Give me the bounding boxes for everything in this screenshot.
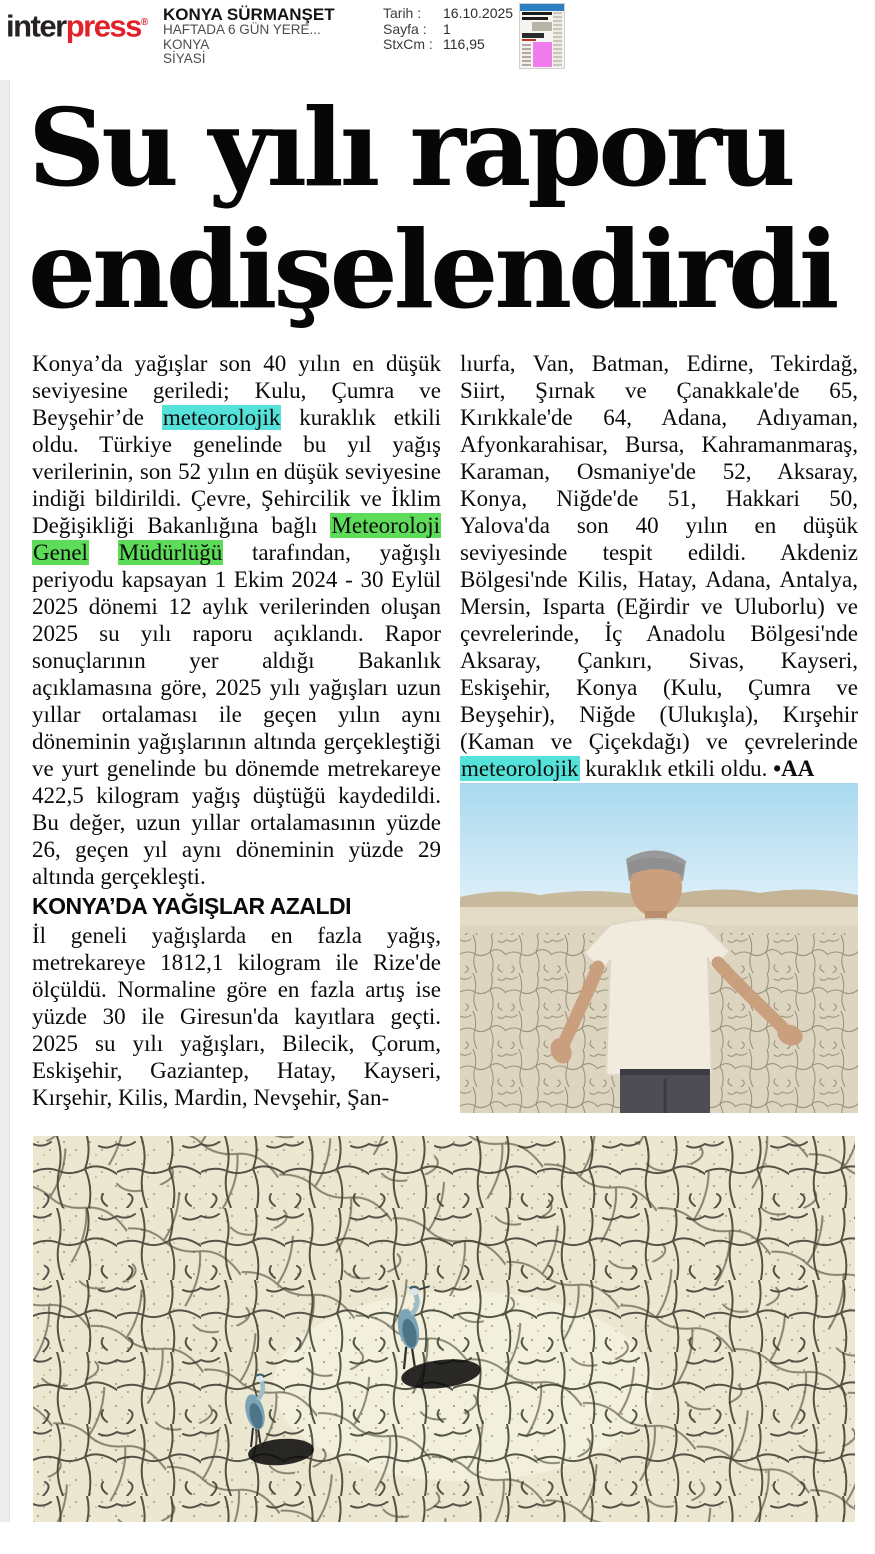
body-text: tarafından, yağışlı periyodu kapsayan 1 Ekim 2024 - 30 Eylül 2025 dönemi 12 aylık verilerinden oluşan 2025 su yılı raporu açıklandı. Rapor sonuçlarının yer aldığı Bakanlık açıklamasına göre, 2025 yılı yağışları uzun yıllar ortalaması ile geçen yılın aynı döneminin yağışlarının altında gerçekleştiği ve yurt genelinde bu dönemde metrekareye 422,5 kilogram yağış düştüğü kaydedildi. Bu değer, uzun yıllar ortalamasının yüzde 26, geçen yıl aynı döneminin yüzde 29 altında gerçekleşti. [32, 540, 442, 889]
body-text: kuraklık etkili oldu. [579, 756, 774, 781]
meta-date-row [383, 6, 513, 22]
article-paragraph [32, 350, 441, 890]
interpress-logo [6, 6, 148, 43]
stxcm-value: 116,95 [443, 36, 485, 52]
highlighted-term: Meteoroloji [331, 513, 440, 538]
scan-left-edge [0, 80, 10, 1522]
thumbnail-text-column [553, 12, 562, 67]
date-value: 16.10.2025 [443, 5, 514, 21]
article-column-right [460, 350, 858, 782]
page-label: Sayfa : [383, 20, 427, 37]
publication-name: KONYA SÜRMANŞET [163, 5, 335, 24]
logo-part-press: press [65, 8, 141, 44]
body-text: İl geneli yağışlarda en fazla yağış, metrekareye 1812,1 kilogram ile Rize'de ölçüldü. Normaline göre en fazla artış ise yüzde 30 ile Giresun'da kayıtlara geçti. 2025 su yılı yağışları, Bilecik, Çorum, Eskişehir, Gaziantep, Hatay, Kayseri, Kırşehir, Kilis, Mardin, Nevşehir, Şan- [32, 923, 441, 1110]
section-subhead: KONYA’DA YAĞIŞLAR AZALDI [32, 893, 351, 919]
meta-page-row [383, 22, 513, 38]
thumbnail-text-column [522, 44, 531, 66]
highlighted-term: Genel [33, 540, 88, 565]
photo-man-on-dried-lakebed [460, 783, 858, 1113]
source-info-block [163, 6, 335, 67]
highlighted-term: meteorolojik [162, 405, 281, 430]
article-location-marker [533, 42, 552, 67]
thumbnail-red-accent [522, 39, 536, 41]
article-paragraph [460, 350, 858, 782]
clipping-meta-block [383, 6, 513, 53]
publication-frequency: HAFTADA 6 GÜN YERE... [163, 22, 321, 37]
thumbnail-masthead [522, 33, 544, 38]
stxcm-label: StxCm : [383, 36, 433, 52]
publication-city: KONYA [163, 36, 210, 52]
meta-stxcm-row [383, 37, 513, 53]
body-text: Konya’da yağışlar son 40 yılın en düşük seviyesine geriledi; Kulu, Çumra ve Beyşehir’de [32, 351, 441, 430]
thumbnail-top-banner [520, 4, 564, 11]
photo-cracked-lakebed-herons [33, 1136, 855, 1522]
headline-line-2: endişelendirdi [28, 208, 836, 333]
article-headline [28, 88, 864, 332]
article-column-left [32, 350, 441, 1111]
page-value: 1 [443, 20, 451, 37]
headline-line-1: Su yılı raporu [28, 86, 792, 211]
logo-part-inter: inter [6, 8, 66, 44]
highlighted-term: meteorolojik [461, 756, 579, 781]
agency-credit: •AA [773, 756, 815, 781]
date-label: Tarih : [383, 5, 422, 21]
newspaper-page-thumbnail [519, 3, 565, 69]
thumbnail-headline-line [522, 17, 548, 20]
body-text: lıurfa, Van, Batman, Edirne, Tekirdağ, Siirt, Şırnak ve Çanakkale'de 65, Kırıkkale'de 64, Adana, Adıyaman, Afyonkarahisar, Bursa, Kahramanmaraş, Karaman, Osmaniye'de 52, Aksaray, Konya, Niğde'de 51, Hakkari 50, Yalova'da son 40 yılın en düşük seviyesinde tespit edildi. Akdeniz Bölgesi'nde Kilis, Hatay, Adana, Antalya, Mersin, Isparta (Eğirdir ve Uluborlu) ve çevrelerinde, İç Anadolu Bölgesi'nde Aksaray, Çankırı, Sivas, Kayseri, Eskişehir, Konya (Kulu, Çumra ve Beyşehir), Niğde (Ulukışla), Kırşehir (Kaman ve Çiçekdağı) ve çevrelerinde [460, 351, 858, 754]
publication-category: SİYASİ [163, 51, 206, 66]
body-text: kuraklık etkili oldu. Türkiye genelinde bu yıl yağış verilerinin, son 52 yılın en düşük seviyesine indiği bildirildi. Çevre, Şehircilik ve İklim Değişikliği Bakanlığına bağlı [32, 405, 442, 538]
registered-mark: ® [140, 17, 149, 28]
highlighted-term: Müdürlüğü [118, 540, 223, 565]
body-text [89, 540, 118, 565]
article-paragraph [32, 922, 441, 1111]
thumbnail-photo-block [532, 22, 552, 31]
thumbnail-headline-line [522, 12, 552, 15]
